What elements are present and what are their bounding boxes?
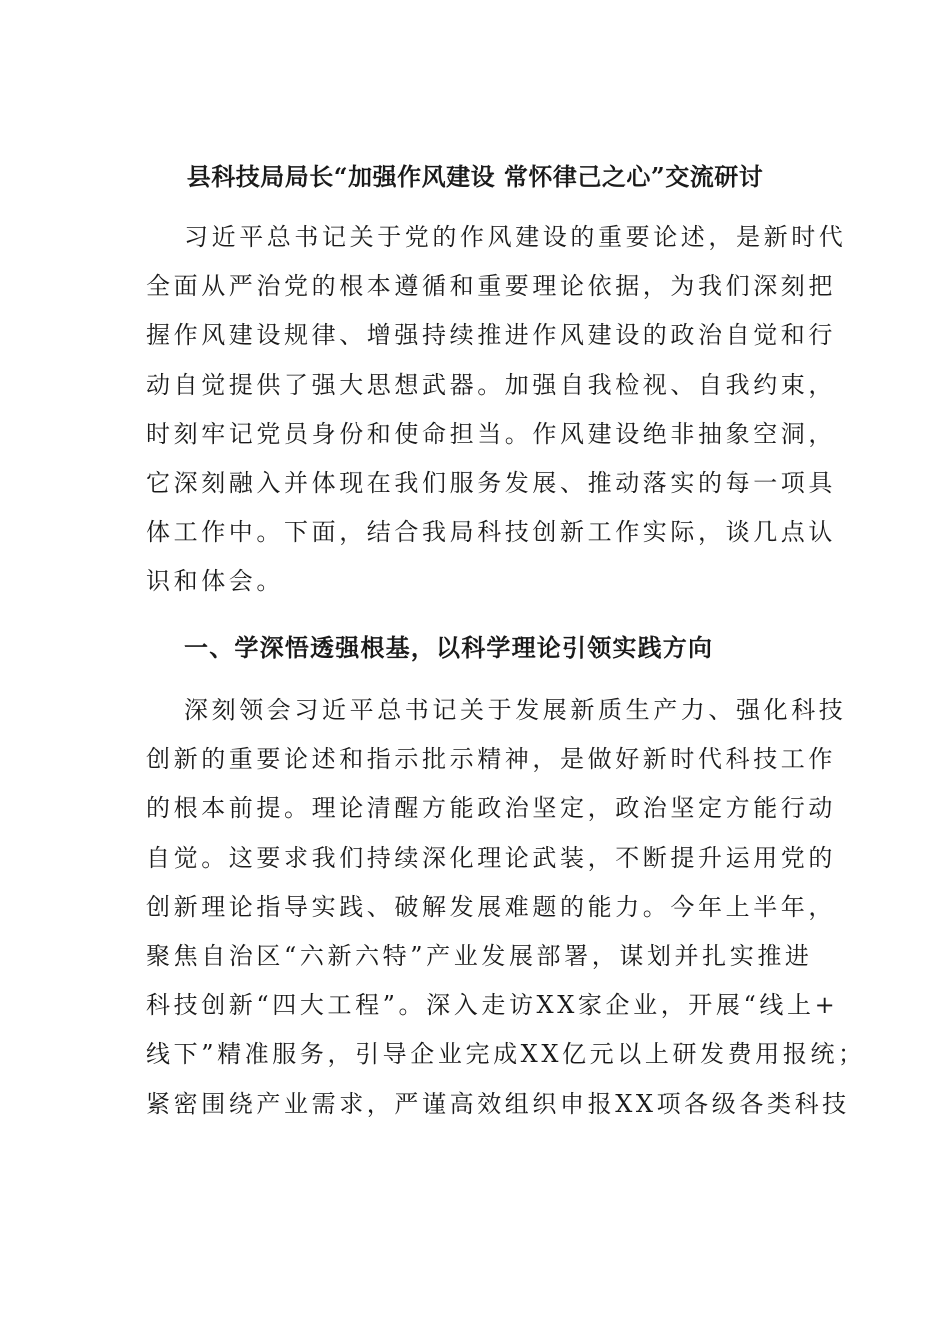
text-line: 线下”精准服务，引导企业完成XX亿元以上研发费用报统； [146, 1040, 866, 1069]
text-line: 动自觉提供了强大思想武器。加强自我检视、自我约束， [146, 370, 836, 399]
text-line: 深刻领会习近平总书记关于发展新质生产力、强化科技 [184, 696, 847, 724]
text-line: 握作风建设规律、增强持续推进作风建设的政治自觉和行 [146, 321, 836, 350]
text-line: 科技创新“四大工程”。深入走访XX家企业，开展“线上+ [146, 991, 839, 1020]
document-title: 县科技局局长“加强作风建设 常怀律己之心”交流研讨 [186, 162, 764, 191]
section-paragraph [146, 686, 866, 1129]
text-line: 的根本前提。理论清醒方能政治坚定，政治坚定方能行动 [146, 794, 836, 823]
text-line: 时刻牢记党员身份和使命担当。作风建设绝非抽象空洞， [146, 419, 836, 448]
text-line: 体工作中。下面，结合我局科技创新工作实际，谈几点认 [146, 518, 836, 547]
text-line: 创新理论指导实践、破解发展难题的能力。今年上半年， [146, 892, 836, 921]
text-line: 自觉。这要求我们持续深化理论武装，不断提升运用党的 [146, 843, 836, 872]
intro-paragraph [146, 213, 847, 607]
text-line: 全面从严治党的根本遵循和重要理论依据，为我们深刻把 [146, 272, 836, 301]
text-line: 聚焦自治区“六新六特”产业发展部署，谋划并扎实推进 [146, 941, 813, 970]
text-line: 习近平总书记关于党的作风建设的重要论述，是新时代 [184, 223, 847, 251]
section-heading: 一、学深悟透强根基，以科学理论引领实践方向 [184, 633, 714, 662]
text-line: 紧密围绕产业需求，严谨高效组织申报XX项各级各类科技 [146, 1089, 850, 1118]
text-line: 它深刻融入并体现在我们服务发展、推动落实的每一项具 [146, 468, 836, 497]
text-line: 创新的重要论述和指示批示精神，是做好新时代科技工作 [146, 745, 836, 774]
text-line: 识和体会。 [146, 567, 284, 596]
